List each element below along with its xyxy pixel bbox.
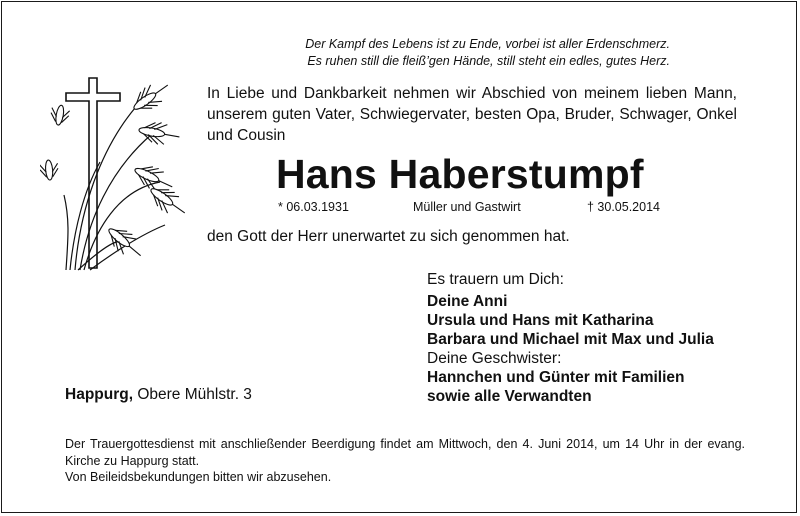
mourner-other-2: sowie alle Verwandten — [427, 388, 592, 405]
condolences-notice: Von Beileidsbekundungen bitten wir abzusehen. — [65, 470, 332, 484]
mourner-family-3: Barbara und Michael mit Max und Julia — [427, 331, 714, 348]
siblings-heading: Deine Geschwister: — [427, 350, 562, 367]
intro-text: In Liebe und Dankbarkeit nehmen wir Abschied von meinem lieben Mann, unserem guten Vater, Schwiegervater, besten Opa, Bruder, Schwager, Onkel und Cousin — [207, 85, 737, 144]
occupation: Müller und Gastwirt — [413, 200, 521, 214]
motto-line-2: Es ruhen still die fleiß’gen Hände, still steht ein edles, gutes Herz. — [307, 54, 670, 68]
mourners-heading: Es trauern um Dich: — [427, 271, 564, 288]
service-notice: Der Trauergottesdienst mit anschließender Beerdigung findet am Mittwoch, den 4. Juni 2014, um 14 Uhr in der evang. Kirche zu Happurg statt. — [65, 437, 745, 468]
deceased-name: Hans Haberstumpf — [276, 151, 644, 197]
after-name-text: den Gott der Herr unerwartet zu sich genommen hat. — [207, 228, 570, 245]
cross-with-wheat-icon — [40, 30, 200, 290]
address-town: Happurg, — [65, 386, 134, 403]
birth-date: * 06.03.1931 — [278, 200, 349, 214]
motto-line-1: Der Kampf des Lebens ist zu Ende, vorbei ist aller Erdenschmerz. — [305, 37, 670, 51]
mourner-family-2: Ursula und Hans mit Katharina — [427, 312, 654, 329]
mourner-family-1: Deine Anni — [427, 293, 508, 310]
address-street: Obere Mühlstr. 3 — [137, 386, 252, 403]
death-date: † 30.05.2014 — [587, 200, 660, 214]
address — [65, 386, 252, 404]
mourner-other-1: Hannchen und Günter mit Familien — [427, 369, 685, 386]
